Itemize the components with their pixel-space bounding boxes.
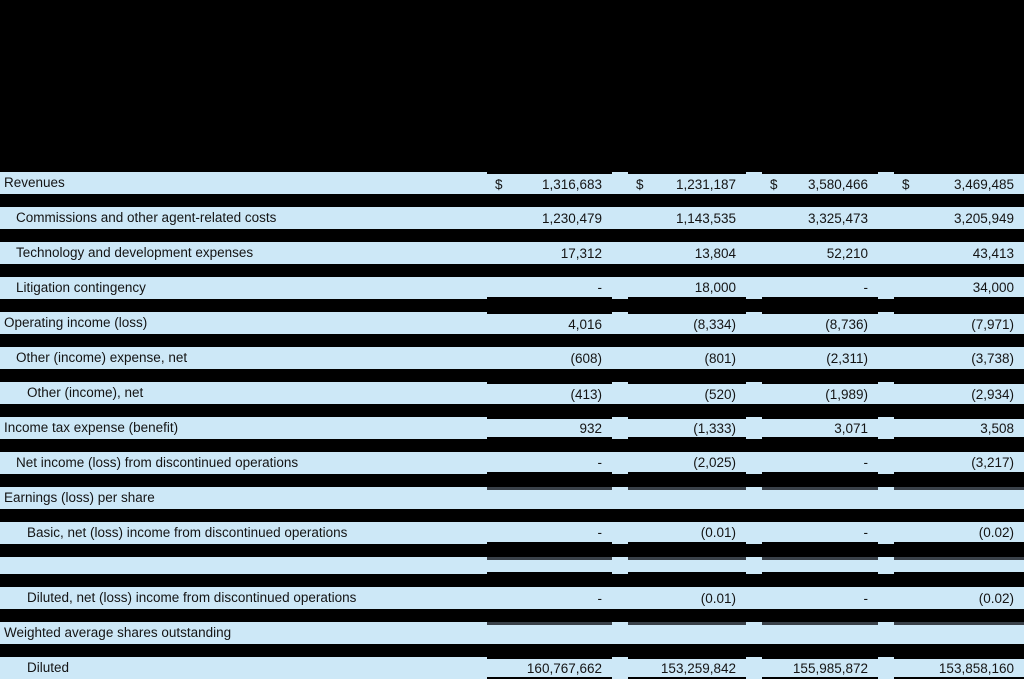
amount-value: (2,311): [826, 350, 868, 366]
amount-value: 34,000: [972, 279, 1014, 295]
amount-value: 3,205,949: [953, 210, 1014, 226]
row-label: Net income (loss) from discontinued operations: [16, 455, 299, 470]
row-label: Litigation contingency: [16, 280, 146, 295]
amount-cell: [762, 382, 878, 404]
amount-value: 43,413: [972, 245, 1014, 261]
amount-cell: [762, 622, 878, 644]
amount-value: 153,259,842: [660, 660, 736, 676]
amount-cell: [487, 622, 612, 644]
amount-cell: [487, 172, 612, 194]
amount-cell: [628, 557, 746, 574]
amount-value: (413): [570, 386, 602, 402]
amount-value: 18,000: [694, 279, 736, 295]
amount-value: (0.01): [700, 590, 736, 606]
amount-cell: [762, 487, 878, 509]
row-label: Diluted: [27, 660, 70, 675]
amount-value: 153,858,160: [938, 660, 1014, 676]
amount-cell: [628, 622, 746, 644]
dollar-sign: $: [636, 176, 644, 192]
amount-value: 1,143,535: [675, 210, 736, 226]
amount-value: 13,804: [694, 245, 736, 261]
amount-value: (0.02): [978, 524, 1014, 540]
row-label: Basic, net (loss) income from discontinued operations: [27, 525, 348, 540]
amount-cell: [628, 417, 746, 439]
amount-cell: [894, 622, 1024, 644]
amount-value: (8,736): [825, 316, 868, 332]
amount-value: (3,217): [971, 454, 1014, 470]
income-table: [0, 172, 1024, 679]
amount-value: 3,508: [980, 420, 1014, 436]
amount-cell: [894, 557, 1024, 574]
amount-cell: [894, 207, 1024, 229]
amount-cell: [762, 587, 878, 609]
amount-value: (0.02): [978, 590, 1014, 606]
table-row: [0, 417, 1024, 439]
amount-cell: [894, 587, 1024, 609]
amount-cell: [894, 487, 1024, 509]
amount-value: 1,230,479: [541, 210, 602, 226]
amount-cell: [628, 347, 746, 369]
amount-cell: [628, 207, 746, 229]
amount-cell: [487, 382, 612, 404]
table-row: [0, 452, 1024, 474]
amount-cell: [762, 242, 878, 264]
row-label: Diluted, net (loss) income from discontinued operations: [27, 590, 357, 605]
amount-cell: [894, 347, 1024, 369]
table-row: [0, 207, 1024, 229]
dollar-sign: $: [902, 176, 910, 192]
amount-value: -: [863, 590, 868, 606]
amount-cell: [487, 347, 612, 369]
amount-cell: [762, 522, 878, 544]
amount-value: 3,325,473: [807, 210, 868, 226]
amount-cell: [628, 172, 746, 194]
amount-cell: [762, 657, 878, 679]
amount-value: -: [597, 524, 602, 540]
amount-value: 3,469,485: [953, 176, 1014, 192]
amount-cell: [628, 277, 746, 299]
amount-cell: [628, 487, 746, 509]
dollar-sign: $: [770, 176, 778, 192]
amount-value: (0.01): [700, 524, 736, 540]
amount-cell: [894, 242, 1024, 264]
amount-cell: [487, 277, 612, 299]
row-label: Operating income (loss): [4, 315, 148, 330]
row-label: Technology and development expenses: [16, 245, 254, 260]
row-label: Income tax expense (benefit): [4, 420, 179, 435]
row-label: Revenues: [4, 175, 65, 190]
amount-cell: [762, 347, 878, 369]
row-label: [0, 557, 487, 574]
header-black-area: [0, 0, 1024, 172]
amount-cell: [894, 277, 1024, 299]
amount-cell: [628, 587, 746, 609]
amount-value: (2,025): [693, 454, 736, 470]
amount-value: 1,231,187: [675, 176, 736, 192]
amount-cell: [628, 312, 746, 334]
amount-cell: [487, 557, 612, 574]
amount-cell: [487, 522, 612, 544]
amount-cell: [487, 587, 612, 609]
amount-value: 17,312: [560, 245, 602, 261]
amount-cell: [762, 277, 878, 299]
amount-cell: [487, 312, 612, 334]
amount-value: (1,333): [693, 420, 736, 436]
dollar-sign: $: [495, 176, 503, 192]
amount-value: (7,971): [971, 316, 1014, 332]
table-row: [0, 587, 1024, 609]
amount-cell: [894, 312, 1024, 334]
amount-value: 1,316,683: [541, 176, 602, 192]
table-row: [0, 172, 1024, 194]
amount-cell: [487, 417, 612, 439]
amount-value: 155,985,872: [792, 660, 868, 676]
amount-cell: [628, 382, 746, 404]
amount-value: -: [597, 279, 602, 295]
amount-value: -: [863, 279, 868, 295]
amount-cell: [628, 522, 746, 544]
table-row: [0, 382, 1024, 404]
amount-value: (2,934): [971, 386, 1014, 402]
amount-cell: [894, 452, 1024, 474]
amount-cell: [487, 657, 612, 679]
table-row: [0, 277, 1024, 299]
row-label: Earnings (loss) per share: [4, 490, 155, 505]
table-row: [0, 557, 1024, 574]
amount-cell: [762, 207, 878, 229]
amount-cell: [487, 452, 612, 474]
amount-cell: [487, 242, 612, 264]
table-row: [0, 312, 1024, 334]
amount-cell: [894, 657, 1024, 679]
amount-cell: [628, 657, 746, 679]
amount-cell: [762, 452, 878, 474]
table-row: [0, 622, 1024, 644]
amount-cell: [894, 417, 1024, 439]
amount-cell: [762, 312, 878, 334]
amount-value: -: [597, 454, 602, 470]
amount-value: (1,989): [825, 386, 868, 402]
amount-cell: [762, 172, 878, 194]
row-label: Other (income) expense, net: [16, 350, 188, 365]
amount-value: 52,210: [826, 245, 868, 261]
row-label: Other (income), net: [27, 385, 144, 400]
amount-value: 160,767,662: [526, 660, 602, 676]
row-label: Weighted average shares outstanding: [4, 625, 232, 640]
table-row: [0, 347, 1024, 369]
amount-cell: [628, 242, 746, 264]
row-label: Commissions and other agent-related costs: [16, 210, 277, 225]
amount-cell: [762, 557, 878, 574]
amount-cell: [487, 487, 612, 509]
amount-value: 932: [579, 420, 602, 436]
amount-value: (3,738): [971, 350, 1014, 366]
table-row: [0, 657, 1024, 679]
table-row: [0, 487, 1024, 509]
amount-value: 3,580,466: [807, 176, 868, 192]
amount-value: 4,016: [568, 316, 602, 332]
amount-value: -: [597, 590, 602, 606]
amount-value: (801): [704, 350, 736, 366]
amount-value: (8,334): [693, 316, 736, 332]
amount-value: -: [863, 524, 868, 540]
amount-value: (520): [704, 386, 736, 402]
table-row: [0, 522, 1024, 544]
amount-value: (608): [570, 350, 602, 366]
amount-cell: [894, 172, 1024, 194]
amount-cell: [894, 522, 1024, 544]
amount-cell: [894, 382, 1024, 404]
amount-cell: [628, 452, 746, 474]
table-row: [0, 242, 1024, 264]
amount-value: 3,071: [834, 420, 868, 436]
amount-value: -: [863, 454, 868, 470]
amount-cell: [762, 417, 878, 439]
amount-cell: [487, 207, 612, 229]
